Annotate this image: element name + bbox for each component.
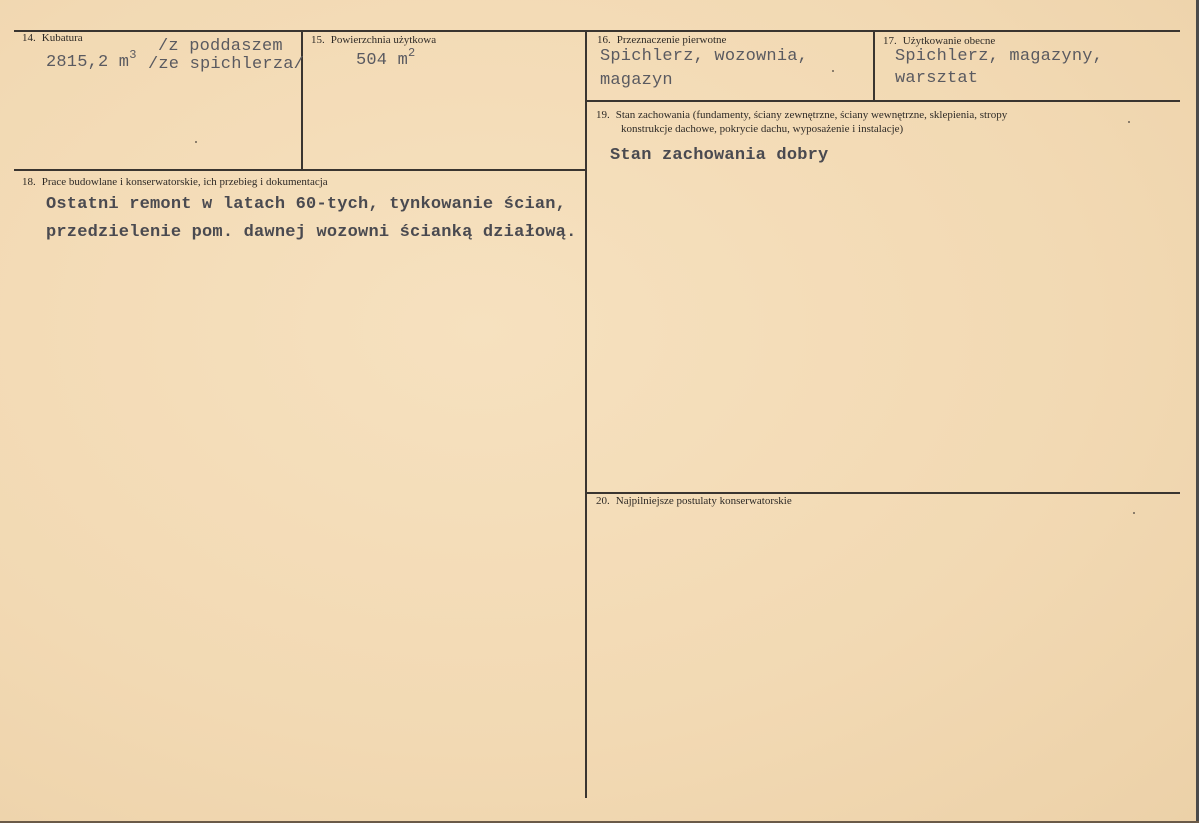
field-18-label: 18. Prace budowlane i konserwatorskie, ich przebieg i dokumentacja [22,176,328,188]
field-14-note-1: /z poddaszem [158,37,283,56]
field-19-value: Stan zachowania dobry [610,146,829,165]
paper-speck [832,70,834,72]
field-16-label: 16. Przeznaczenie pierwotne [597,34,727,46]
divider-14-15 [301,30,303,170]
field-18-line-2: przedzielenie pom. dawnej wozowni ścianką działową. [46,223,577,242]
top-rule [14,30,1180,32]
rule-under-16-17 [586,100,1180,102]
divider-16-17 [873,30,875,100]
center-divider [585,30,587,798]
paper-speck [1128,121,1130,123]
rule-under-14-15 [14,169,586,171]
field-16-line-2: magazyn [600,71,673,90]
field-19-label-2: konstrukcje dachowe, pokrycie dachu, wyposażenie i instalacje) [621,123,904,135]
field-19-label-1: 19. Stan zachowania (fundamenty, ściany zewnętrzne, ściany wewnętrzne, sklepienia, stropy [596,109,1008,121]
paper-speck [195,141,197,143]
field-14-label: 14. Kubatura [22,32,83,44]
field-14-note-2: /ze spichlerza/ [148,55,305,74]
field-20-label: 20. Najpilniejsze postulaty konserwatorskie [596,495,792,507]
field-14-value: 2815,2 $m^3$ [46,48,137,72]
field-15-label: 15. Powierzchnia użytkowa [311,34,437,46]
paper-speck [1133,512,1135,514]
field-18-line-1: Ostatni remont w latach 60-tych, tynkowanie ścian, [46,195,567,214]
field-17-line-2: warsztat [895,69,979,88]
field-17-line-1: Spichlerz, magazyny, [895,47,1104,66]
field-16-line-1: Spichlerz, wozownia, [600,47,809,66]
field-17-label: 17. Użytkowanie obecne [883,35,996,47]
field-15-value: 504 $m^2$ [356,46,416,70]
